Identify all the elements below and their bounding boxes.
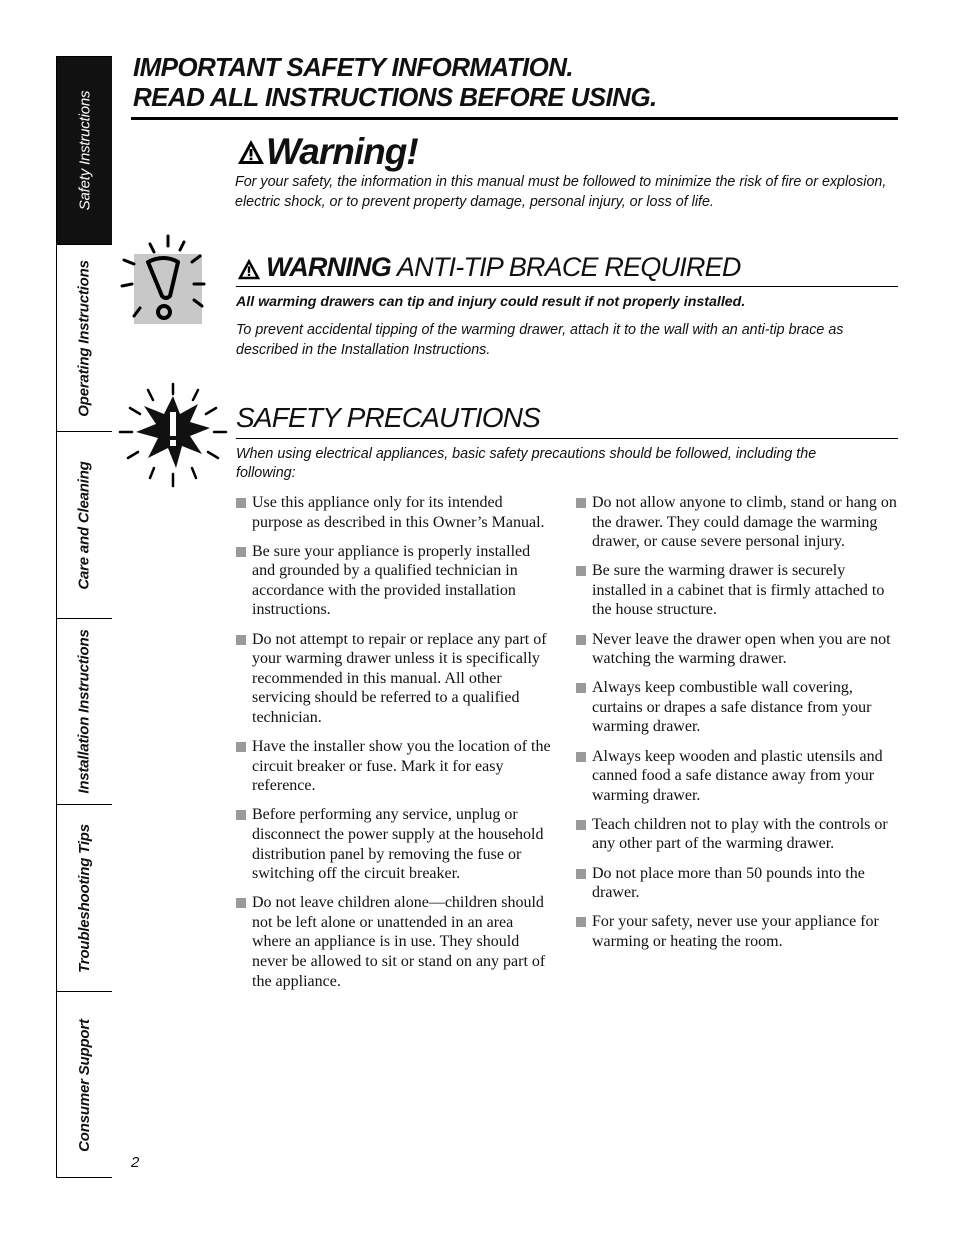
square-bullet-icon	[576, 917, 586, 927]
tab-installation-instructions[interactable]	[57, 619, 112, 805]
antitip-warning-label: WARNING	[266, 252, 391, 282]
header-divider	[131, 117, 898, 120]
square-bullet-icon	[576, 820, 586, 830]
exclamation-alert-icon	[120, 232, 210, 328]
antitip-text: To prevent accidental tipping of the warming drawer, attach it to the wall with an anti-tip brace as described in the Installation Instructions.	[236, 322, 844, 358]
header-line-1: IMPORTANT SAFETY INFORMATION.	[133, 52, 573, 82]
precautions-left-column	[236, 493, 554, 1001]
square-bullet-icon	[236, 498, 246, 508]
tab-label: Installation Instructions	[76, 629, 93, 794]
square-bullet-icon	[576, 752, 586, 762]
section-tab-rail	[56, 56, 112, 1178]
tab-label: Care and Cleaning	[76, 460, 94, 590]
list-item: Never leave the drawer open when you are not watching the warming drawer.	[576, 630, 898, 669]
warning-triangle-icon	[236, 257, 262, 281]
square-bullet-icon	[236, 810, 246, 820]
warning-heading	[236, 131, 418, 173]
precautions-heading	[236, 402, 898, 439]
list-item: Be sure the warming drawer is securely installed in a cabinet that is firmly attached to the house structure.	[576, 561, 898, 620]
list-item: Do not attempt to repair or replace any part of your warming drawer unless it is specifically recommended in this manual. All other servicing should be referred to a qualified technician.	[236, 630, 554, 728]
square-bullet-icon	[576, 869, 586, 879]
square-bullet-icon	[236, 898, 246, 908]
list-item: Teach children not to play with the controls or any other part of the warming drawer.	[576, 815, 898, 854]
tab-troubleshooting-tips[interactable]	[57, 805, 112, 992]
square-bullet-icon	[576, 683, 586, 693]
page-header	[133, 52, 898, 112]
precautions-right-column	[576, 493, 898, 961]
square-bullet-icon	[576, 635, 586, 645]
precautions-title: SAFETY PRECAUTIONS	[236, 402, 541, 433]
warning-text: For your safety, the information in this manual must be followed to minimize the risk of fire or explosion, electric shock, or to prevent property damage, personal injury, or loss of life.	[235, 174, 887, 210]
list-item: Do not place more than 50 pounds into the drawer.	[576, 864, 898, 903]
list-item: Have the installer show you the location of the circuit breaker or fuse. Mark it for easy reference.	[236, 737, 554, 796]
header-line-2: READ ALL INSTRUCTIONS BEFORE USING.	[133, 82, 657, 112]
square-bullet-icon	[236, 547, 246, 557]
list-item: For your safety, never use your appliance for warming or heating the room.	[576, 912, 898, 951]
antitip-heading	[236, 252, 898, 287]
antitip-bold-text: All warming drawers can tip and injury could result if not properly installed.	[236, 294, 746, 310]
list-item: Always keep combustible wall covering, curtains or drapes a safe distance from your warming drawer.	[576, 678, 898, 737]
tab-label: Safety Instructions	[76, 90, 93, 211]
list-item: Always keep wooden and plastic utensils and canned food a safe distance away from your warming drawer.	[576, 747, 898, 806]
warning-title: Warning!	[266, 131, 418, 172]
warning-triangle-icon	[236, 138, 266, 166]
antitip-title: ANTI-TIP BRACE REQUIRED	[396, 252, 741, 282]
tab-label: Operating Instructions	[76, 259, 94, 417]
list-item: Before performing any service, unplug or disconnect the power supply at the household distribution panel by removing the fuse or switching off the circuit breaker.	[236, 805, 554, 883]
list-item: Use this appliance only for its intended purpose as described in this Owner’s Manual.	[236, 493, 554, 532]
list-item: Be sure your appliance is properly installed and grounded by a qualified technician in accordance with the provided installation instructions.	[236, 542, 554, 620]
tab-care-and-cleaning[interactable]	[57, 432, 112, 619]
starburst-alert-icon	[118, 382, 228, 488]
page-number: 2	[131, 1154, 140, 1171]
tab-label: Troubleshooting Tips	[76, 823, 93, 973]
square-bullet-icon	[236, 635, 246, 645]
list-item: Do not allow anyone to climb, stand or hang on the drawer. They could damage the warming drawer, or cause severe personal injury.	[576, 493, 898, 552]
list-item: Do not leave children alone—children should not be left alone or unattended in an area where an appliance is in use. They should never be allowed to sit or stand on any part of the appliance.	[236, 893, 554, 991]
tab-safety-instructions[interactable]	[57, 57, 112, 245]
square-bullet-icon	[576, 566, 586, 576]
square-bullet-icon	[236, 742, 246, 752]
square-bullet-icon	[576, 498, 586, 508]
precautions-intro: When using electrical appliances, basic safety precautions should be followed, including the following:	[236, 446, 817, 481]
tab-consumer-support[interactable]	[57, 992, 112, 1178]
tab-operating-instructions[interactable]	[57, 245, 112, 432]
tab-label: Consumer Support	[76, 1018, 94, 1152]
